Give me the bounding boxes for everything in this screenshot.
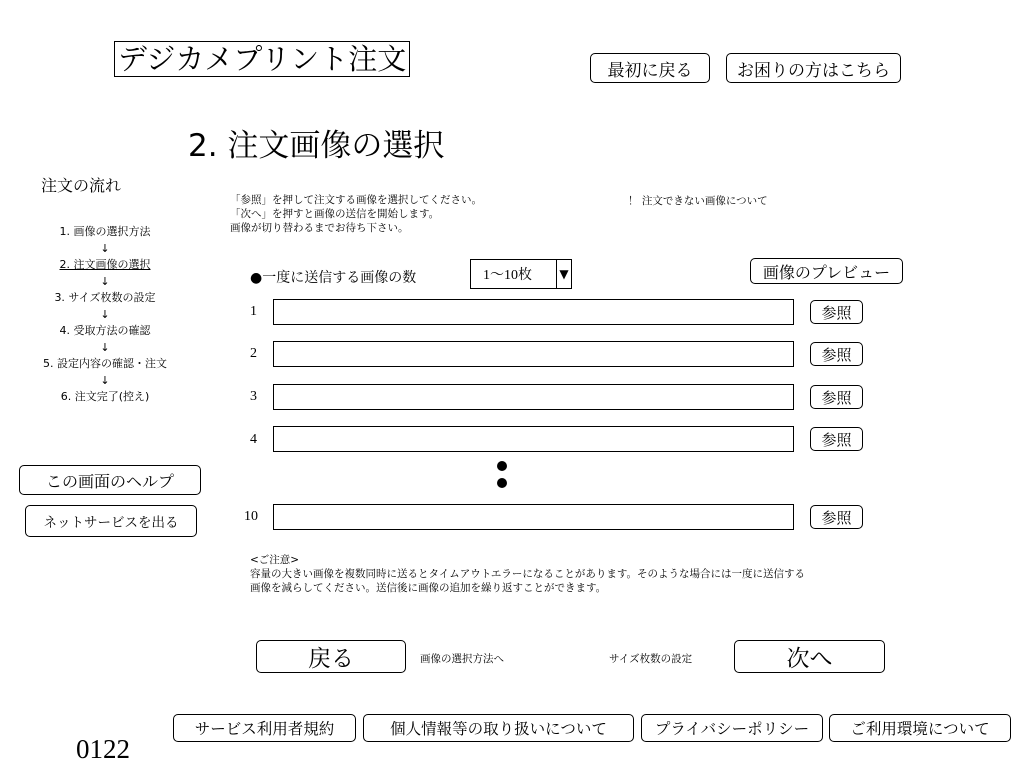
down-arrow-icon: ↓ xyxy=(100,274,110,288)
flow-step-5: 5. 設定内容の確認・注文 xyxy=(43,357,167,370)
ellipsis-dot-icon xyxy=(497,461,507,471)
image-preview-button[interactable]: 画像のプレビュー xyxy=(750,258,903,284)
ellipsis-dot-icon xyxy=(497,478,507,488)
row-number: 1 xyxy=(250,304,257,319)
flow-title: 注文の流れ xyxy=(41,176,122,195)
browse-button-10[interactable]: 参照 xyxy=(810,505,863,529)
unorderable-images-link[interactable]: ！ 注文できない画像について xyxy=(628,195,768,207)
terms-of-service-link[interactable]: サービス利用者規約 xyxy=(173,714,356,742)
usage-environment-link[interactable]: ご利用環境について xyxy=(829,714,1011,742)
instruction-line: 「次へ」を押すと画像の送信を開始します。 xyxy=(230,208,440,220)
caution-notes xyxy=(250,553,805,595)
caution-line: 容量の大きい画像を複数同時に送るとタイムアウトエラーになることがあります。そのような場合には一度に送信する xyxy=(250,568,806,580)
send-count-label: ●一度に送信する画像の数 xyxy=(250,270,417,286)
image-path-field-1[interactable] xyxy=(273,299,794,325)
down-arrow-icon: ↓ xyxy=(100,373,110,387)
send-count-select[interactable] xyxy=(470,259,572,289)
privacy-policy-link[interactable]: プライバシーポリシー xyxy=(641,714,823,742)
back-to-start-button[interactable]: 最初に戻る xyxy=(590,53,710,83)
flow-step-3: 3. サイズ枚数の設定 xyxy=(54,291,156,304)
screen-help-button[interactable]: この画面のヘルプ xyxy=(19,465,201,495)
personal-info-link[interactable]: 個人情報等の取り扱いについて xyxy=(363,714,634,742)
app-title: デジカメプリント注文 xyxy=(114,41,410,77)
browse-button-1[interactable]: 参照 xyxy=(810,300,863,324)
browse-button-2[interactable]: 参照 xyxy=(810,342,863,366)
row-number: 10 xyxy=(244,509,258,524)
page-title: 2. 注文画像の選択 xyxy=(188,128,445,164)
browse-button-4[interactable]: 参照 xyxy=(810,427,863,451)
image-path-field-10[interactable] xyxy=(273,504,794,530)
caution-line: 画像を減らしてください。送信後に画像の追加を繰り返すことができます。 xyxy=(250,582,607,594)
instruction-line: 画像が切り替わるまでお待ち下さい。 xyxy=(230,222,409,234)
image-path-field-2[interactable] xyxy=(273,341,794,367)
next-button[interactable]: 次へ xyxy=(734,640,885,673)
send-count-value: 1〜10枚 xyxy=(483,268,532,283)
help-contact-button[interactable]: お困りの方はこちら xyxy=(726,53,901,83)
row-number: 4 xyxy=(250,432,257,447)
image-path-field-4[interactable] xyxy=(273,426,794,452)
caution-title: <ご注意> xyxy=(250,554,300,566)
instruction-line: 「参照」を押して注文する画像を選択してください。 xyxy=(230,194,482,206)
row-number: 3 xyxy=(250,389,257,404)
flow-step-4: 4. 受取方法の確認 xyxy=(59,324,151,337)
next-description: サイズ枚数の設定 xyxy=(609,653,693,665)
down-arrow-icon: ↓ xyxy=(100,307,110,321)
down-arrow-icon: ↓ xyxy=(100,340,110,354)
image-path-field-3[interactable] xyxy=(273,384,794,410)
instructions xyxy=(230,193,482,235)
document-id: 0122 xyxy=(76,734,130,764)
browse-button-3[interactable]: 参照 xyxy=(810,385,863,409)
dropdown-arrow-icon[interactable]: ▼ xyxy=(556,260,571,288)
down-arrow-icon: ↓ xyxy=(100,241,110,255)
flow-step-6: 6. 注文完了(控え) xyxy=(60,390,150,403)
row-number: 2 xyxy=(250,346,257,361)
flow-step-1: 1. 画像の選択方法 xyxy=(59,225,151,238)
flow-step-2-current: 2. 注文画像の選択 xyxy=(59,258,151,271)
flow-steps xyxy=(20,224,190,406)
back-description: 画像の選択方法へ xyxy=(420,653,504,665)
exit-net-service-button[interactable]: ネットサービスを出る xyxy=(25,505,197,537)
back-button[interactable]: 戻る xyxy=(256,640,406,673)
